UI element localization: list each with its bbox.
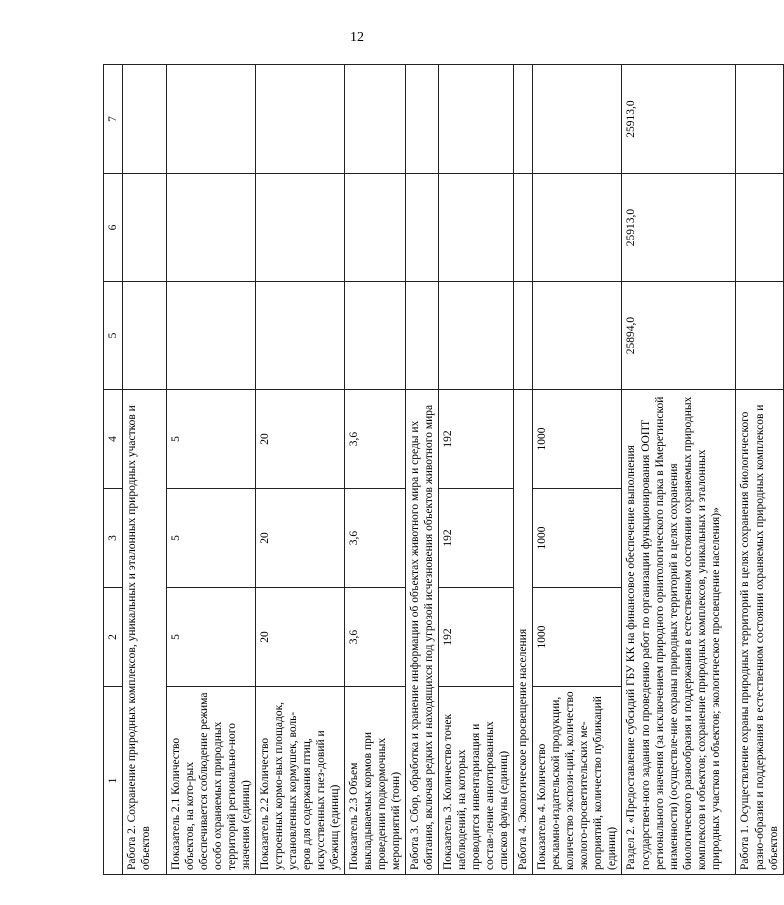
- value-cell: 192: [439, 390, 514, 489]
- indicator-cell: Показатель 2.2 Количество устроенных кормо-вых площадок, установленных кормушек, воль-еров для содержания птиц, искусственных гнез-довий и убежищ (единиц): [256, 687, 345, 875]
- work-section-cell: Работа 2. Сохранение природных комплексов, уникальных и эталонных природных участков и объектов: [123, 390, 167, 875]
- value-cell: 20: [256, 489, 345, 588]
- value-cell: 5: [167, 489, 256, 588]
- empty-cell: [736, 174, 783, 282]
- table-row: [256, 65, 345, 875]
- empty-cell: [406, 65, 439, 174]
- indicator-cell: Показатель 4. Количество рекламно-издательской продукции, количество экспози-ций, количество эколого-просветительских ме-роприятий, количество публикаций (единиц): [533, 687, 622, 875]
- empty-cell: [439, 174, 514, 282]
- empty-cell: [533, 65, 622, 174]
- value-cell: 3,6: [345, 588, 406, 687]
- empty-cell: [256, 174, 345, 282]
- header-cell: 5: [104, 282, 123, 390]
- table-row: [123, 65, 167, 875]
- empty-cell: [123, 282, 167, 390]
- value-cell: 3,6: [345, 390, 406, 489]
- empty-cell: [167, 174, 256, 282]
- value-cell: 5: [167, 390, 256, 489]
- work-section-cell: Работа 3. Сбор, обработка и хранение информации об объектах животного мира и среды их обитания, включая редких и находящихся под угрозой исчезновения объектов животного мира: [406, 390, 439, 875]
- empty-cell: [167, 282, 256, 390]
- work-section-cell: Работа 1. Осуществление охраны природных территорий в целях сохранения биологического разно-образия и поддержания в естественном состоянии охраняемых природных комплексов и объектов: [736, 390, 783, 875]
- value-cell: 20: [256, 588, 345, 687]
- table-row: [622, 65, 736, 875]
- value-cell: 5: [167, 588, 256, 687]
- empty-cell: [123, 174, 167, 282]
- budget-table: [103, 64, 784, 875]
- value-cell: 1000: [533, 489, 622, 588]
- header-cell: 6: [104, 174, 123, 282]
- page-number: 12: [350, 30, 364, 45]
- empty-cell: [345, 282, 406, 390]
- empty-cell: [406, 282, 439, 390]
- value-cell: 1000: [533, 390, 622, 489]
- empty-cell: [439, 65, 514, 174]
- header-cell: 4: [104, 390, 123, 489]
- header-cell: 1: [104, 687, 123, 875]
- empty-cell: [345, 174, 406, 282]
- header-cell: 3: [104, 489, 123, 588]
- value-cell: 25913,0: [622, 174, 736, 282]
- table-row: [167, 65, 256, 875]
- empty-cell: [514, 282, 533, 390]
- table-row: [736, 65, 783, 875]
- empty-cell: [736, 65, 783, 174]
- empty-cell: [256, 65, 345, 174]
- value-cell: 192: [439, 489, 514, 588]
- table-row: [533, 65, 622, 875]
- table-row: [345, 65, 406, 875]
- empty-cell: [736, 282, 783, 390]
- value-cell: 1000: [533, 588, 622, 687]
- empty-cell: [514, 174, 533, 282]
- value-cell: 25894,0: [622, 282, 736, 390]
- work-section-cell: Работа 4. Экологическое просвещение населения: [514, 390, 533, 875]
- empty-cell: [123, 65, 167, 174]
- empty-cell: [345, 65, 406, 174]
- table-row: [514, 65, 533, 875]
- razdel-cell: Раздел 2. «Предоставление субсидий ГБУ КК на финансовое обеспечение выполнения государствен-ного задания по проведению работ по организации функционирования ООПТ регионального значения (за исключением природного орнитологического парка в Имеретинской низменности) (осуществле-ние охраны природных территорий в целях сохранения биологического разнообразия и поддержания в естественном состоянии охраняемых природных комплексов и объектов; сохранение природных комплексов, уникальных и эталонных природных участков и объектов; экологическое просвещение населения)»: [622, 390, 736, 875]
- empty-cell: [167, 65, 256, 174]
- empty-cell: [406, 174, 439, 282]
- empty-cell: [533, 282, 622, 390]
- value-cell: 192: [439, 588, 514, 687]
- header-cell: 7: [104, 65, 123, 174]
- empty-cell: [533, 174, 622, 282]
- header-row: [104, 65, 123, 875]
- table-row: [439, 65, 514, 875]
- indicator-cell: Показатель 2.3 Объем выкладываемых кормов при проведении подкормочных мероприятий (тонн): [345, 687, 406, 875]
- value-cell: 25913,0: [622, 65, 736, 174]
- rotated-table-container: [103, 65, 780, 875]
- empty-cell: [514, 65, 533, 174]
- indicator-cell: Показатель 2.1 Количество объектов, на кото-рых обеспечивается соблюдение режима особо охраняемых природных территорий регионально-ного значения (единиц): [167, 687, 256, 875]
- indicator-cell: Показатель 3. Количество точек наблюдений, на которых проводится инвентаризация и состав-ление аннотированных списков фауны (единиц): [439, 687, 514, 875]
- header-cell: 2: [104, 588, 123, 687]
- empty-cell: [439, 282, 514, 390]
- empty-cell: [256, 282, 345, 390]
- table-row: [406, 65, 439, 875]
- value-cell: 3,6: [345, 489, 406, 588]
- value-cell: 20: [256, 390, 345, 489]
